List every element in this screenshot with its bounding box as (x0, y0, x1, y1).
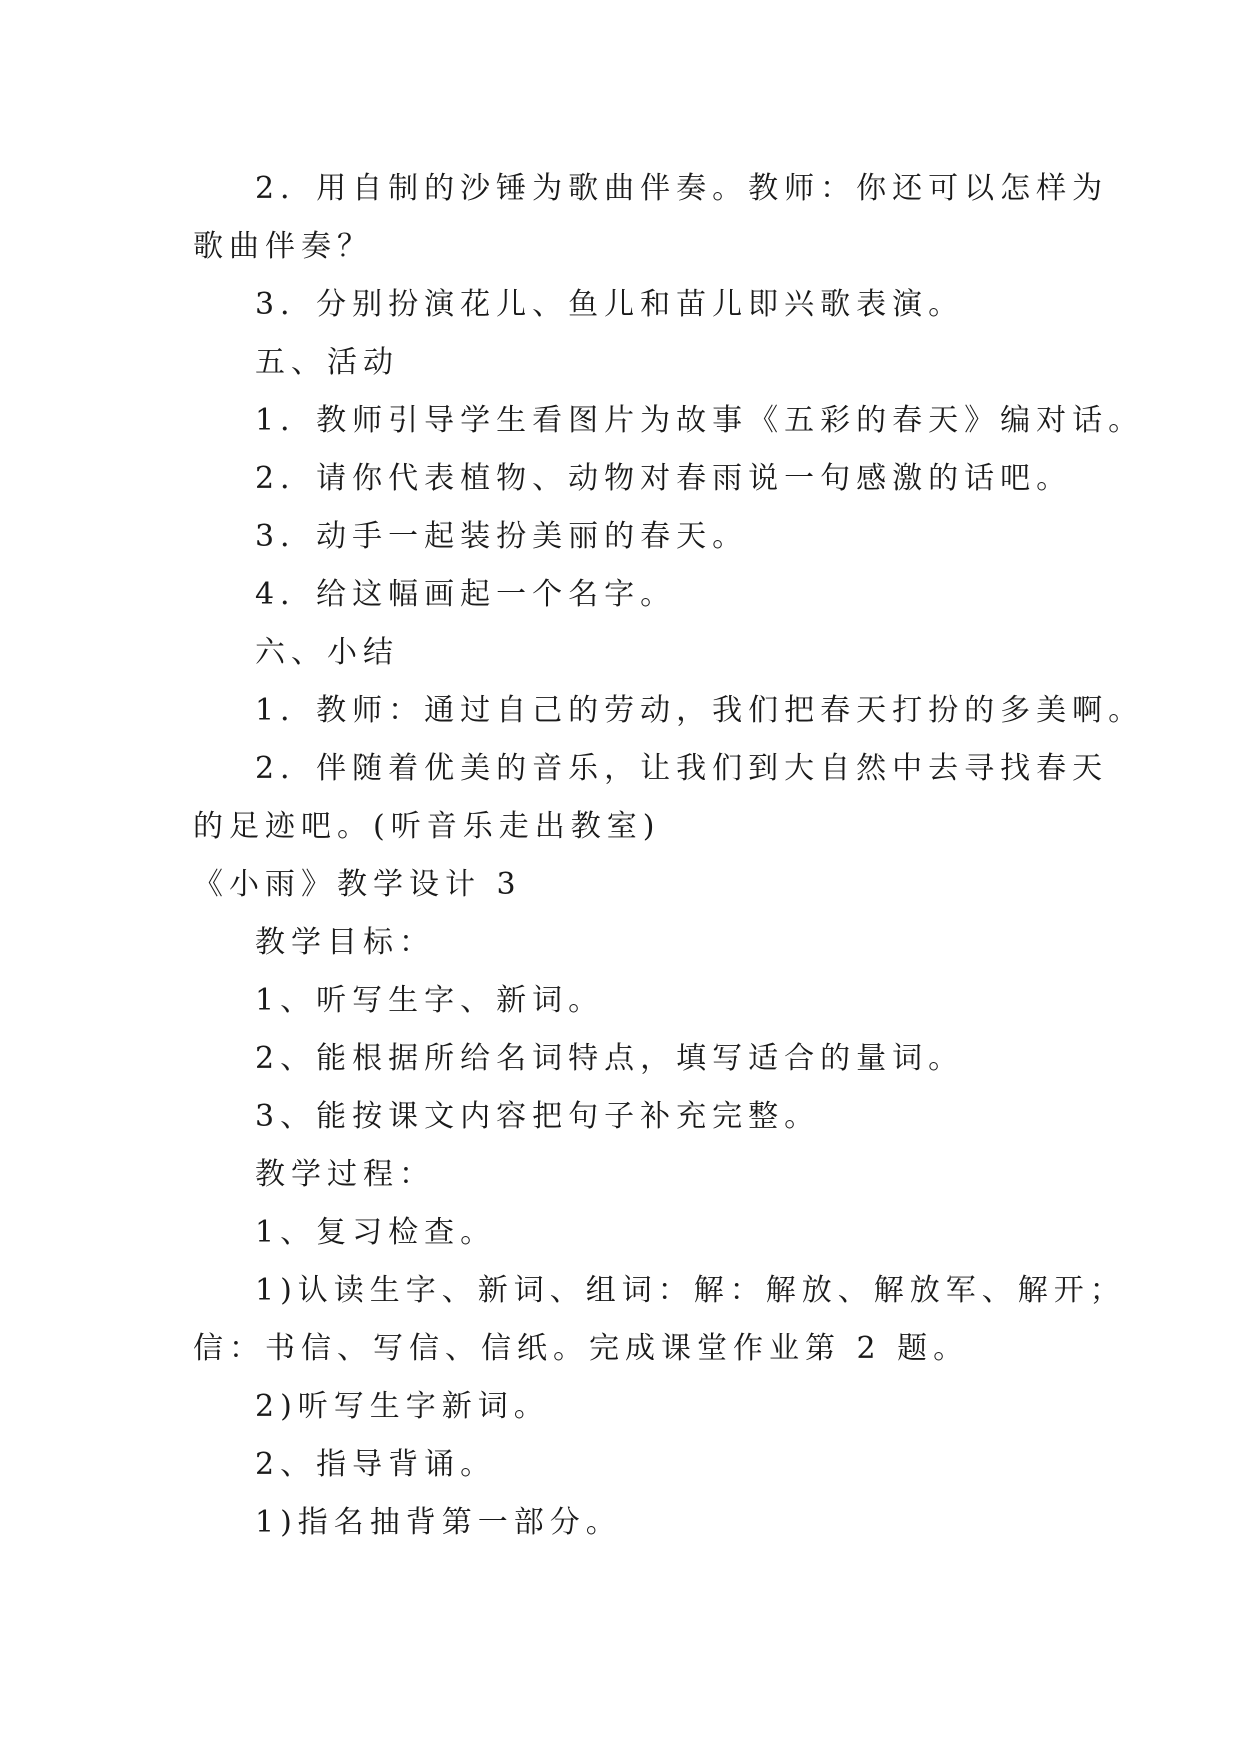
paragraph-line: 2．用自制的沙锤为歌曲伴奏。教师：你还可以怎样为 (255, 171, 1109, 206)
paragraph-line: 的足迹吧。(听音乐走出教室) (193, 809, 661, 844)
paragraph-line: 4．给这幅画起一个名字。 (255, 577, 677, 612)
paragraph-line: 歌曲伴奏？ (193, 229, 373, 264)
paragraph-line: 1、听写生字、新词。 (255, 983, 605, 1018)
paragraph-line: 2、能根据所给名词特点，填写适合的量词。 (255, 1041, 965, 1076)
paragraph-line: 2、指导背诵。 (255, 1447, 497, 1482)
section-heading: 六、小结 (255, 635, 399, 670)
paragraph-line: 2．伴随着优美的音乐，让我们到大自然中去寻找春天 (255, 751, 1109, 786)
paragraph-line: 信：书信、写信、信纸。完成课堂作业第 2 题。 (193, 1331, 970, 1366)
paragraph-line: 2．请你代表植物、动物对春雨说一句感激的话吧。 (255, 461, 1073, 496)
paragraph-line: 1)指名抽背第一部分。 (255, 1505, 622, 1540)
paragraph-line: 1．教师引导学生看图片为故事《五彩的春天》编对话。 (255, 403, 1145, 438)
paragraph-line: 3．动手一起装扮美丽的春天。 (255, 519, 749, 554)
document-body (193, 160, 1145, 1552)
section-heading: 五、活动 (255, 345, 399, 380)
paragraph-line: 1、复习检查。 (255, 1215, 497, 1250)
paragraph-line: 2)听写生字新词。 (255, 1389, 550, 1424)
paragraph-line: 3、能按课文内容把句子补充完整。 (255, 1099, 821, 1134)
section-heading: 教学过程： (255, 1157, 435, 1192)
document-title: 《小雨》教学设计 3 (193, 867, 522, 902)
paragraph-line: 1．教师：通过自己的劳动，我们把春天打扮的多美啊。 (255, 693, 1145, 728)
paragraph-line: 1)认读生字、新词、组词：解：解放、解放军、解开； (255, 1273, 1126, 1308)
section-heading: 教学目标： (255, 925, 435, 960)
paragraph-line: 3．分别扮演花儿、鱼儿和苗儿即兴歌表演。 (255, 287, 965, 322)
